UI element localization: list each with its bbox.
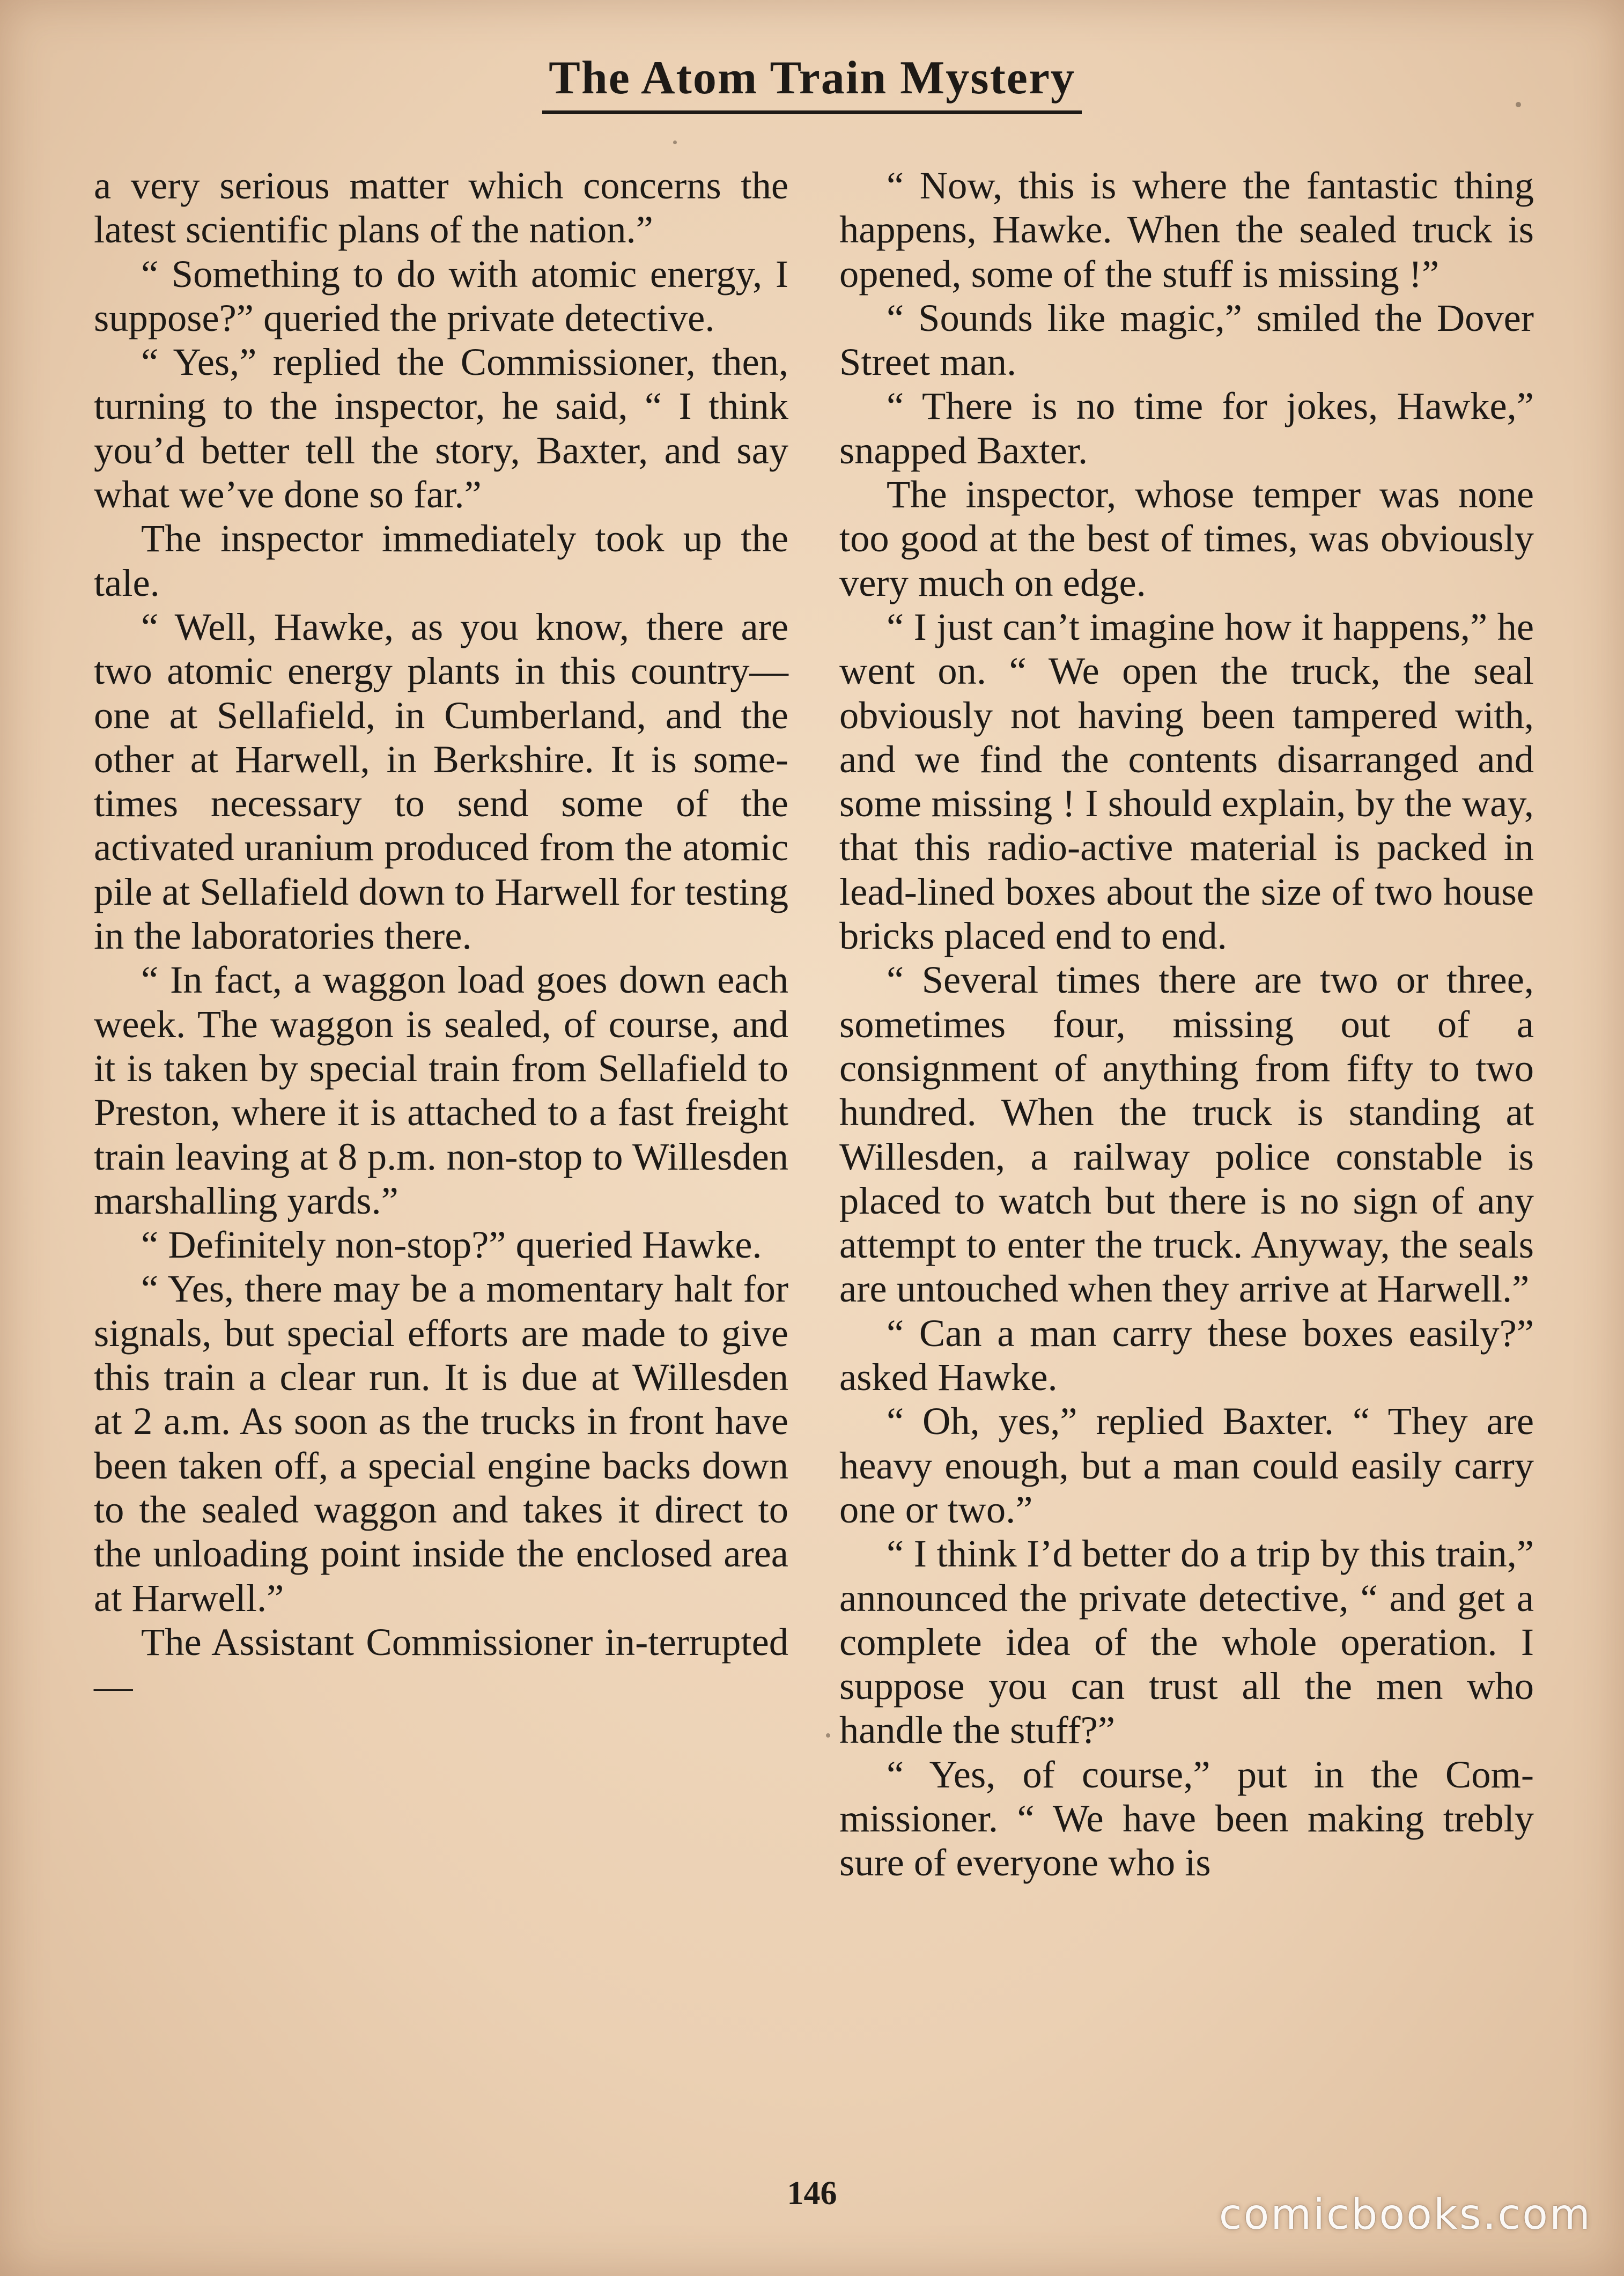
- ink-speck: [1516, 102, 1521, 107]
- paragraph: “ I just can’t imagine how it happens,” he went on. “ We open the truck, the seal obviously not having been tampered with, and we find the contents disarranged and some missing ! I should explain, by the way, that this radio-active material is packed in lead-lined boxes about the size of two house bricks placed end to end.: [839, 604, 1534, 958]
- page-number: 146: [787, 2175, 837, 2212]
- page-title: The Atom Train Mystery: [542, 51, 1082, 114]
- paragraph: “ Something to do with atomic energy, I suppose?” queried the private detective.: [94, 252, 788, 339]
- left-column: [94, 164, 788, 1708]
- paragraph: The Assistant Commissioner in-terrupted—: [94, 1620, 788, 1708]
- paragraph: “ Several times there are two or three, sometimes four, missing out of a consignment of anything from fifty to two hundred. When the truck is standing at Willesden, a railway police constable is placed to watch but there is no sign of any attempt to enter the truck. Anyway, the seals are untouched when they arrive at Harwell.”: [839, 958, 1534, 1311]
- ink-speck: [673, 141, 677, 144]
- paragraph: “ Sounds like magic,” smiled the Dover Street man.: [839, 295, 1534, 384]
- paragraph: “ Yes, there may be a momentary halt for signals, but special efforts are made to give this train a clear run. It is due at Willesden at 2 a.m. As soon as the trucks in front have been taken off, a special engine backs down to the sealed waggon and takes it direct to the unloading point inside the enclosed area at Harwell.”: [94, 1267, 788, 1620]
- right-column: [839, 164, 1534, 1885]
- paragraph: a very serious matter which concerns the latest scientific plans of the nation.”: [94, 164, 788, 252]
- paragraph: “ Yes, of course,” put in the Com-missioner. “ We have been making trebly sure of everyone who is: [839, 1752, 1534, 1885]
- paragraph: “ I think I’d better do a trip by this train,” announced the private detective, “ and get a complete idea of the whole operation. I suppose you can trust all the men who handle the stuff?”: [839, 1532, 1534, 1752]
- ink-speck: [826, 1733, 830, 1738]
- paragraph: “ Well, Hawke, as you know, there are two atomic energy plants in this country—one at Sellafield, in Cumberland, and the other at Harwell, in Berkshire. It is some-times necessary to send some of the activated uranium produced from the atomic pile at Sellafield down to Harwell for testing in the laboratories there.: [94, 604, 788, 958]
- watermark: comicbooks.com: [1219, 2191, 1592, 2239]
- paragraph: The inspector, whose temper was none too good at the best of times, was obviously very much on edge.: [839, 472, 1534, 604]
- paragraph: “ There is no time for jokes, Hawke,” snapped Baxter.: [839, 384, 1534, 472]
- paragraph: The inspector immediately took up the tale.: [94, 516, 788, 604]
- paragraph: “ Yes,” replied the Commissioner, then, turning to the inspector, he said, “ I think you’d better tell the story, Baxter, and say what we’ve done so far.”: [94, 340, 788, 516]
- page-header: [0, 51, 1624, 114]
- paragraph: “ Now, this is where the fantastic thing happens, Hawke. When the sealed truck is opened, some of the stuff is missing !”: [839, 164, 1534, 295]
- paragraph: “ Oh, yes,” replied Baxter. “ They are heavy enough, but a man could easily carry one or two.”: [839, 1399, 1534, 1531]
- paragraph: “ Definitely non-stop?” queried Hawke.: [141, 1223, 762, 1267]
- paragraph: “ In fact, a waggon load goes down each week. The waggon is sealed, of course, and it is taken by special train from Sellafield to Preston, where it is attached to a fast freight train leaving at 8 p.m. non-stop to Willesden marshalling yards.”: [94, 958, 788, 1222]
- paragraph: “ Can a man carry these boxes easily?” asked Hawke.: [839, 1311, 1534, 1399]
